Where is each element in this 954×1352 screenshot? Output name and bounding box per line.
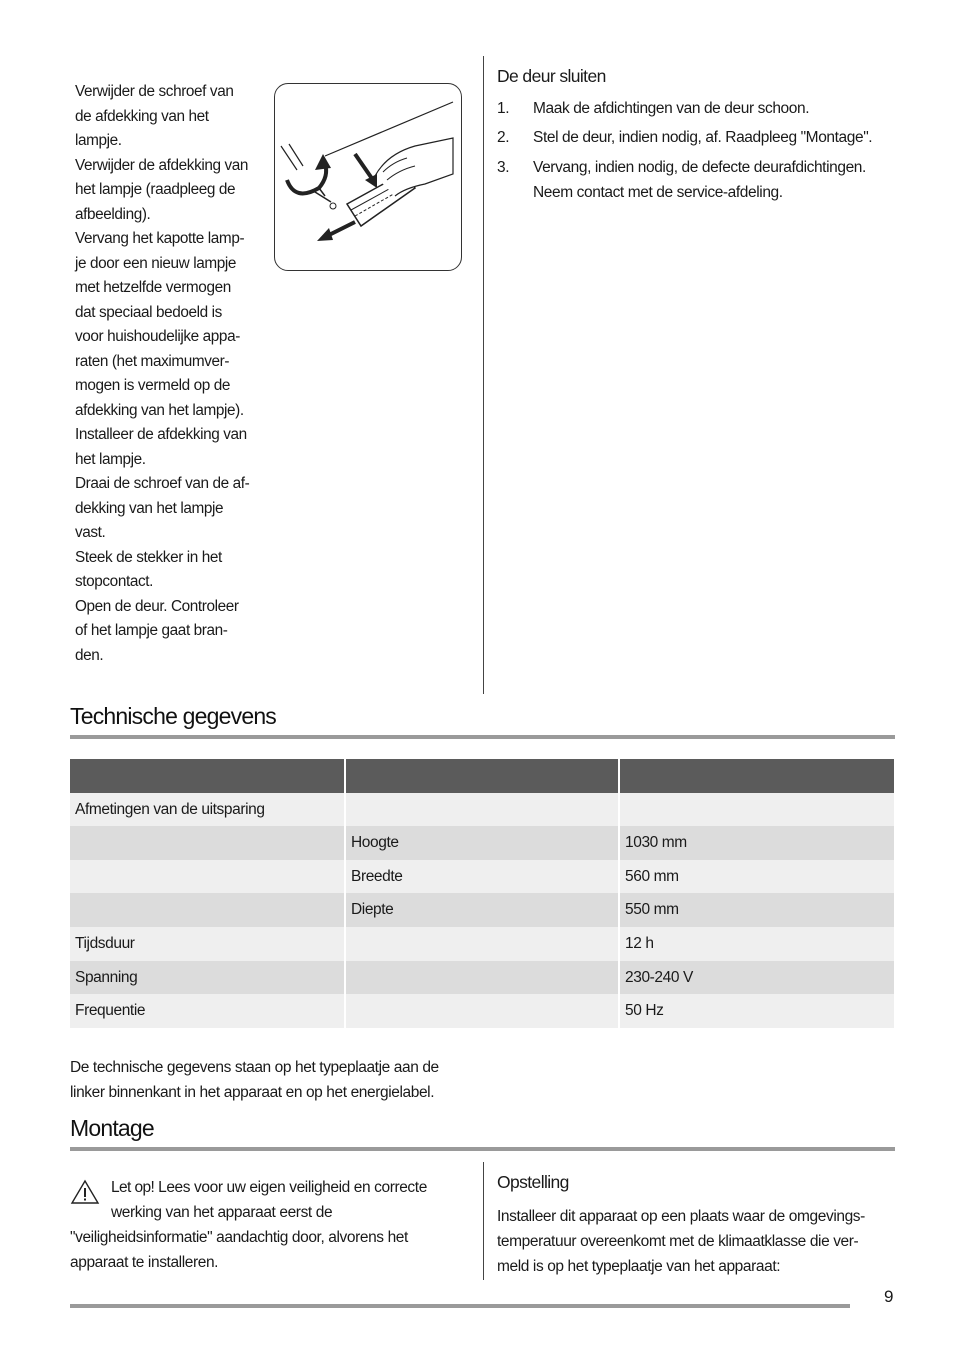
warning-text: apparaat te installeren. <box>70 1254 219 1271</box>
montage-section-rule <box>70 1147 895 1151</box>
table-row <box>70 893 894 927</box>
tech-table <box>70 759 894 1028</box>
placement-line: Installeer dit apparaat op een plaats waar de omgevings- <box>497 1208 865 1225</box>
table-cell: Diepte <box>346 893 620 927</box>
door-close-title: De deur sluiten <box>497 66 606 86</box>
placement-text <box>497 1204 897 1279</box>
table-cell: 12 h <box>620 927 894 961</box>
placement-title: Opstelling <box>497 1172 569 1192</box>
table-cell <box>346 793 620 827</box>
lamp-instruction-line: het lampje. <box>75 450 146 468</box>
lamp-instruction-line: Installeer de afdekking van <box>75 426 247 443</box>
table-row <box>70 961 894 995</box>
table-row <box>70 826 894 860</box>
warning-text: Lees voor uw eigen veiligheid en correcte <box>154 1179 427 1196</box>
lamp-replacement-figure <box>274 83 462 271</box>
table-row <box>70 793 894 827</box>
step-text: Vervang, indien nodig, de defecte deurafdichtingen. <box>533 159 866 176</box>
lamp-instruction-line: Verwijder de afdekking van <box>75 156 249 174</box>
lamp-instruction-line: Steek de stekker in het <box>75 548 222 566</box>
lamp-instruction-line: den. <box>75 646 104 664</box>
lamp-instruction-line: lampje. <box>75 132 122 149</box>
table-row <box>70 927 894 961</box>
door-step-2 <box>497 126 872 151</box>
door-step-1 <box>497 97 809 122</box>
lamp-instruction-line: Verwijder de schroef van <box>75 83 234 100</box>
montage-section-title: Montage <box>70 1115 154 1141</box>
table-cell: 50 Hz <box>620 994 894 1028</box>
tech-section-title: Technische gegevens <box>70 703 277 729</box>
table-header-cell <box>620 759 894 793</box>
lamp-instruction-line: stopcontact. <box>75 573 153 590</box>
lamp-instruction-line: je door een nieuw lampje <box>75 254 237 272</box>
warning-block <box>70 1175 470 1275</box>
tech-section-rule <box>70 735 895 739</box>
step-text: Neem contact met de service-afdeling. <box>533 183 783 201</box>
lamp-instruction-line: met hetzelfde vermogen <box>75 279 231 296</box>
table-row <box>70 994 894 1028</box>
table-header-cell <box>346 759 620 793</box>
table-cell <box>70 860 346 894</box>
tech-note-line: linker binnenkant in het apparaat en op het energielabel. <box>70 1084 435 1101</box>
table-cell: 230-240 V <box>620 961 894 995</box>
column-divider-bottom <box>483 1162 484 1280</box>
lamp-instruction-line: voor huishoudelijke appa- <box>75 328 240 345</box>
table-cell <box>346 994 620 1028</box>
warning-text: "veiligheidsinformatie" aandachtig door, alvorens het <box>70 1229 408 1246</box>
table-cell <box>620 793 894 827</box>
table-header-row <box>70 759 894 793</box>
step-number: 2. <box>497 129 510 146</box>
lamp-instruction-line: of het lampje gaat bran- <box>75 622 228 639</box>
lamp-instruction-line: Vervang het kapotte lamp- <box>75 230 245 247</box>
table-cell: Afmetingen van de uitsparing <box>70 793 346 827</box>
step-text: Stel de deur, indien nodig, af. Raadpleeg "Montage". <box>533 129 873 146</box>
warning-label: Let op! <box>111 1179 155 1196</box>
table-cell: Breedte <box>346 860 620 894</box>
lamp-instruction-line: raten (het maximumver- <box>75 352 230 370</box>
lamp-instruction-line: mogen is vermeld op de <box>75 377 230 394</box>
lamp-illustration-icon <box>275 84 462 271</box>
table-cell <box>70 893 346 927</box>
lamp-instruction-line: vast. <box>75 524 106 541</box>
tech-note <box>70 1055 480 1105</box>
lamp-instruction-line: dekking van het lampje <box>75 499 224 517</box>
footer-rule <box>70 1304 850 1308</box>
table-cell: Frequentie <box>70 994 346 1028</box>
lamp-instructions <box>75 80 265 668</box>
table-cell <box>70 826 346 860</box>
table-cell: Spanning <box>70 961 346 995</box>
page-number: 9 <box>884 1287 894 1306</box>
lamp-instruction-line: het lampje (raadpleeg de <box>75 181 236 198</box>
tech-note-line: De technische gegevens staan op het typeplaatje aan de <box>70 1059 439 1076</box>
table-cell: 560 mm <box>620 860 894 894</box>
step-number: 3. <box>497 159 510 176</box>
lamp-instruction-line: de afdekking van het <box>75 107 209 125</box>
warning-text: werking van het apparaat eerst de <box>111 1204 333 1221</box>
table-cell: Hoogte <box>346 826 620 860</box>
table-header-cell <box>70 759 346 793</box>
lamp-instruction-line: afbeelding). <box>75 205 151 223</box>
lamp-instruction-line: Open de deur. Controleer <box>75 597 239 615</box>
table-cell: 1030 mm <box>620 826 894 860</box>
warning-first-line <box>70 1175 470 1200</box>
table-cell: Tijdsduur <box>70 927 346 961</box>
door-step-3 <box>497 156 866 205</box>
step-text: Maak de afdichtingen van de deur schoon. <box>533 100 810 117</box>
placement-line: meld is op het typeplaatje van het apparaat: <box>497 1258 781 1275</box>
table-row <box>70 860 894 894</box>
lamp-instruction-line: afdekking van het lampje). <box>75 401 244 419</box>
table-cell <box>346 927 620 961</box>
lamp-instruction-line: dat speciaal bedoeld is <box>75 303 222 321</box>
table-cell: 550 mm <box>620 893 894 927</box>
table-cell <box>346 961 620 995</box>
lamp-instruction-line: Draai de schroef van de af- <box>75 475 250 492</box>
warning-triangle-icon <box>70 1179 100 1205</box>
placement-line: temperatuur overeenkomt met de klimaatklasse die ver- <box>497 1233 859 1250</box>
step-number: 1. <box>497 100 510 117</box>
column-divider-top <box>483 56 484 694</box>
